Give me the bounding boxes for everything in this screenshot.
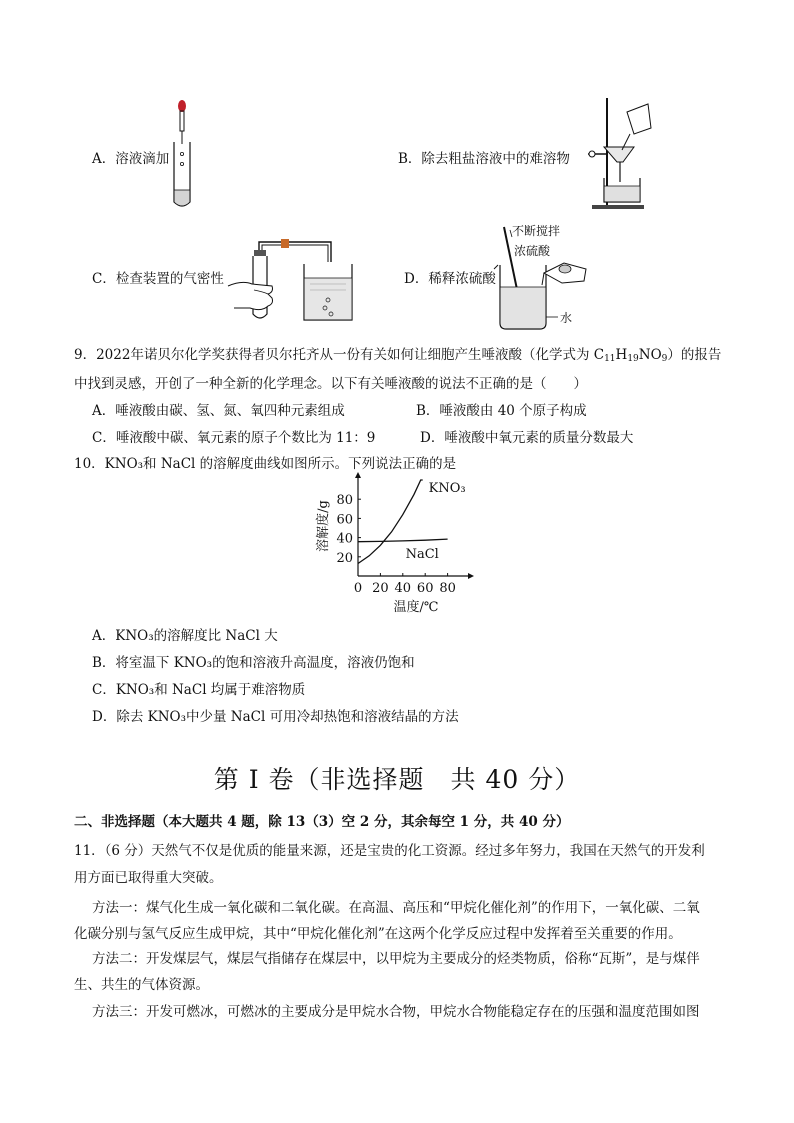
q8-option-b: B．除去粗盐溶液中的难溶物 bbox=[398, 151, 570, 167]
q9-stem-line1: 9．2022年诺贝尔化学奖获得者贝尔托齐从一份有关如何让细胞产生唾液酸（化学式为 $C_{11}H_{19}NO_9$）的报告 bbox=[74, 347, 722, 364]
q10-option-c: C．KNO₃和 NaCl 均属于难溶物质 bbox=[92, 682, 306, 698]
x-tick-label: 20 bbox=[372, 581, 389, 596]
x-tick-label: 60 bbox=[416, 581, 434, 596]
label-stir: 不断搅拌 bbox=[512, 224, 561, 238]
q10-stem: 10．KNO₃和 NaCl 的溶解度曲线如图所示。下列说法正确的是 bbox=[74, 456, 457, 472]
q10-option-d: D．除去 KNO₃中少量 NaCl 可用冷却热饱和溶液结晶的方法 bbox=[92, 709, 459, 725]
y-axis-label: 溶解度/g bbox=[316, 500, 331, 552]
series-label-nacl: NaCl bbox=[405, 547, 439, 563]
section-title: 第 I 卷（非选择题 共 40 分） bbox=[213, 765, 581, 794]
x-tick-label: 0 bbox=[353, 581, 363, 596]
y-tick-label: 80 bbox=[336, 493, 353, 509]
q11-method3-line1: 方法三：开发可燃冰，可燃冰的主要成分是甲烷水合物，甲烷水合物能稳定存在的压强和温度范围如图 bbox=[92, 1004, 700, 1020]
label-acid: 浓硫酸 bbox=[514, 244, 551, 258]
q11-method2-line1: 方法二：开发煤层气，煤层气指储存在煤层中，以甲烷为主要成分的烃类物质，俗称“瓦斯”，是与煤伴 bbox=[92, 951, 700, 967]
q10-option-a: A．KNO₃的溶解度比 NaCl 大 bbox=[92, 628, 278, 644]
q11-stem-line1: 11．（6 分）天然气不仅是优质的能量来源，还是宝贵的化工资源。经过多年努力，我国在天然气的开发利 bbox=[74, 843, 705, 859]
q11-method1-line1: 方法一：煤气化生成一氧化碳和二氧化碳。在高温、高压和“甲烷化催化剂”的作用下，一氧化碳、二氧 bbox=[92, 900, 700, 916]
x-axis-label: 温度/℃ bbox=[393, 600, 439, 615]
series-label-kno3: KNO₃ bbox=[428, 481, 466, 496]
q8-option-a: A．溶液滴加 bbox=[92, 151, 170, 167]
q9-option-d: D．唾液酸中氧元素的质量分数最大 bbox=[420, 430, 634, 446]
y-tick-label: 60 bbox=[336, 512, 353, 528]
label-water: 水 bbox=[560, 311, 573, 325]
series-line-nacl bbox=[358, 539, 448, 542]
section-header: 二、非选择题（本大题共 4 题，除 13（3）空 2 分，其余每空 1 分，共 40 分） bbox=[74, 814, 570, 830]
q9-stem-line2: 中找到灵感，开创了一种全新的化学理念。以下有关唾液酸的说法不正确的是（ ） bbox=[74, 376, 587, 392]
x-tick-label: 40 bbox=[394, 581, 412, 596]
q8-option-d: D．稀释浓硫酸 bbox=[404, 271, 496, 287]
y-axis-arrow bbox=[355, 472, 361, 478]
q8-option-c: C．检查装置的气密性 bbox=[92, 271, 224, 287]
y-tick-label: 40 bbox=[336, 531, 353, 547]
q9-option-c: C．唾液酸中碳、氧元素的原子个数比为 11：9 bbox=[92, 430, 376, 446]
q11-method1-line2: 化碳分别与氢气反应生成甲烷，其中“甲烷化催化剂”在这两个化学反应过程中发挥着至关重要的作用。 bbox=[74, 926, 682, 942]
q9-option-b: B．唾液酸由 40 个原子构成 bbox=[416, 403, 587, 419]
x-axis-arrow bbox=[468, 573, 474, 579]
q9-option-a: A．唾液酸由碳、氢、氮、氧四种元素组成 bbox=[92, 403, 345, 419]
q11-stem-line2: 用方面已取得重大突破。 bbox=[74, 870, 223, 886]
q10-option-b: B．将室温下 KNO₃的饱和溶液升高温度，溶液仍饱和 bbox=[92, 655, 415, 671]
y-tick-label: 20 bbox=[336, 550, 353, 566]
q11-method2-line2: 生、共生的气体资源。 bbox=[74, 977, 209, 993]
x-tick-label: 80 bbox=[439, 581, 456, 596]
